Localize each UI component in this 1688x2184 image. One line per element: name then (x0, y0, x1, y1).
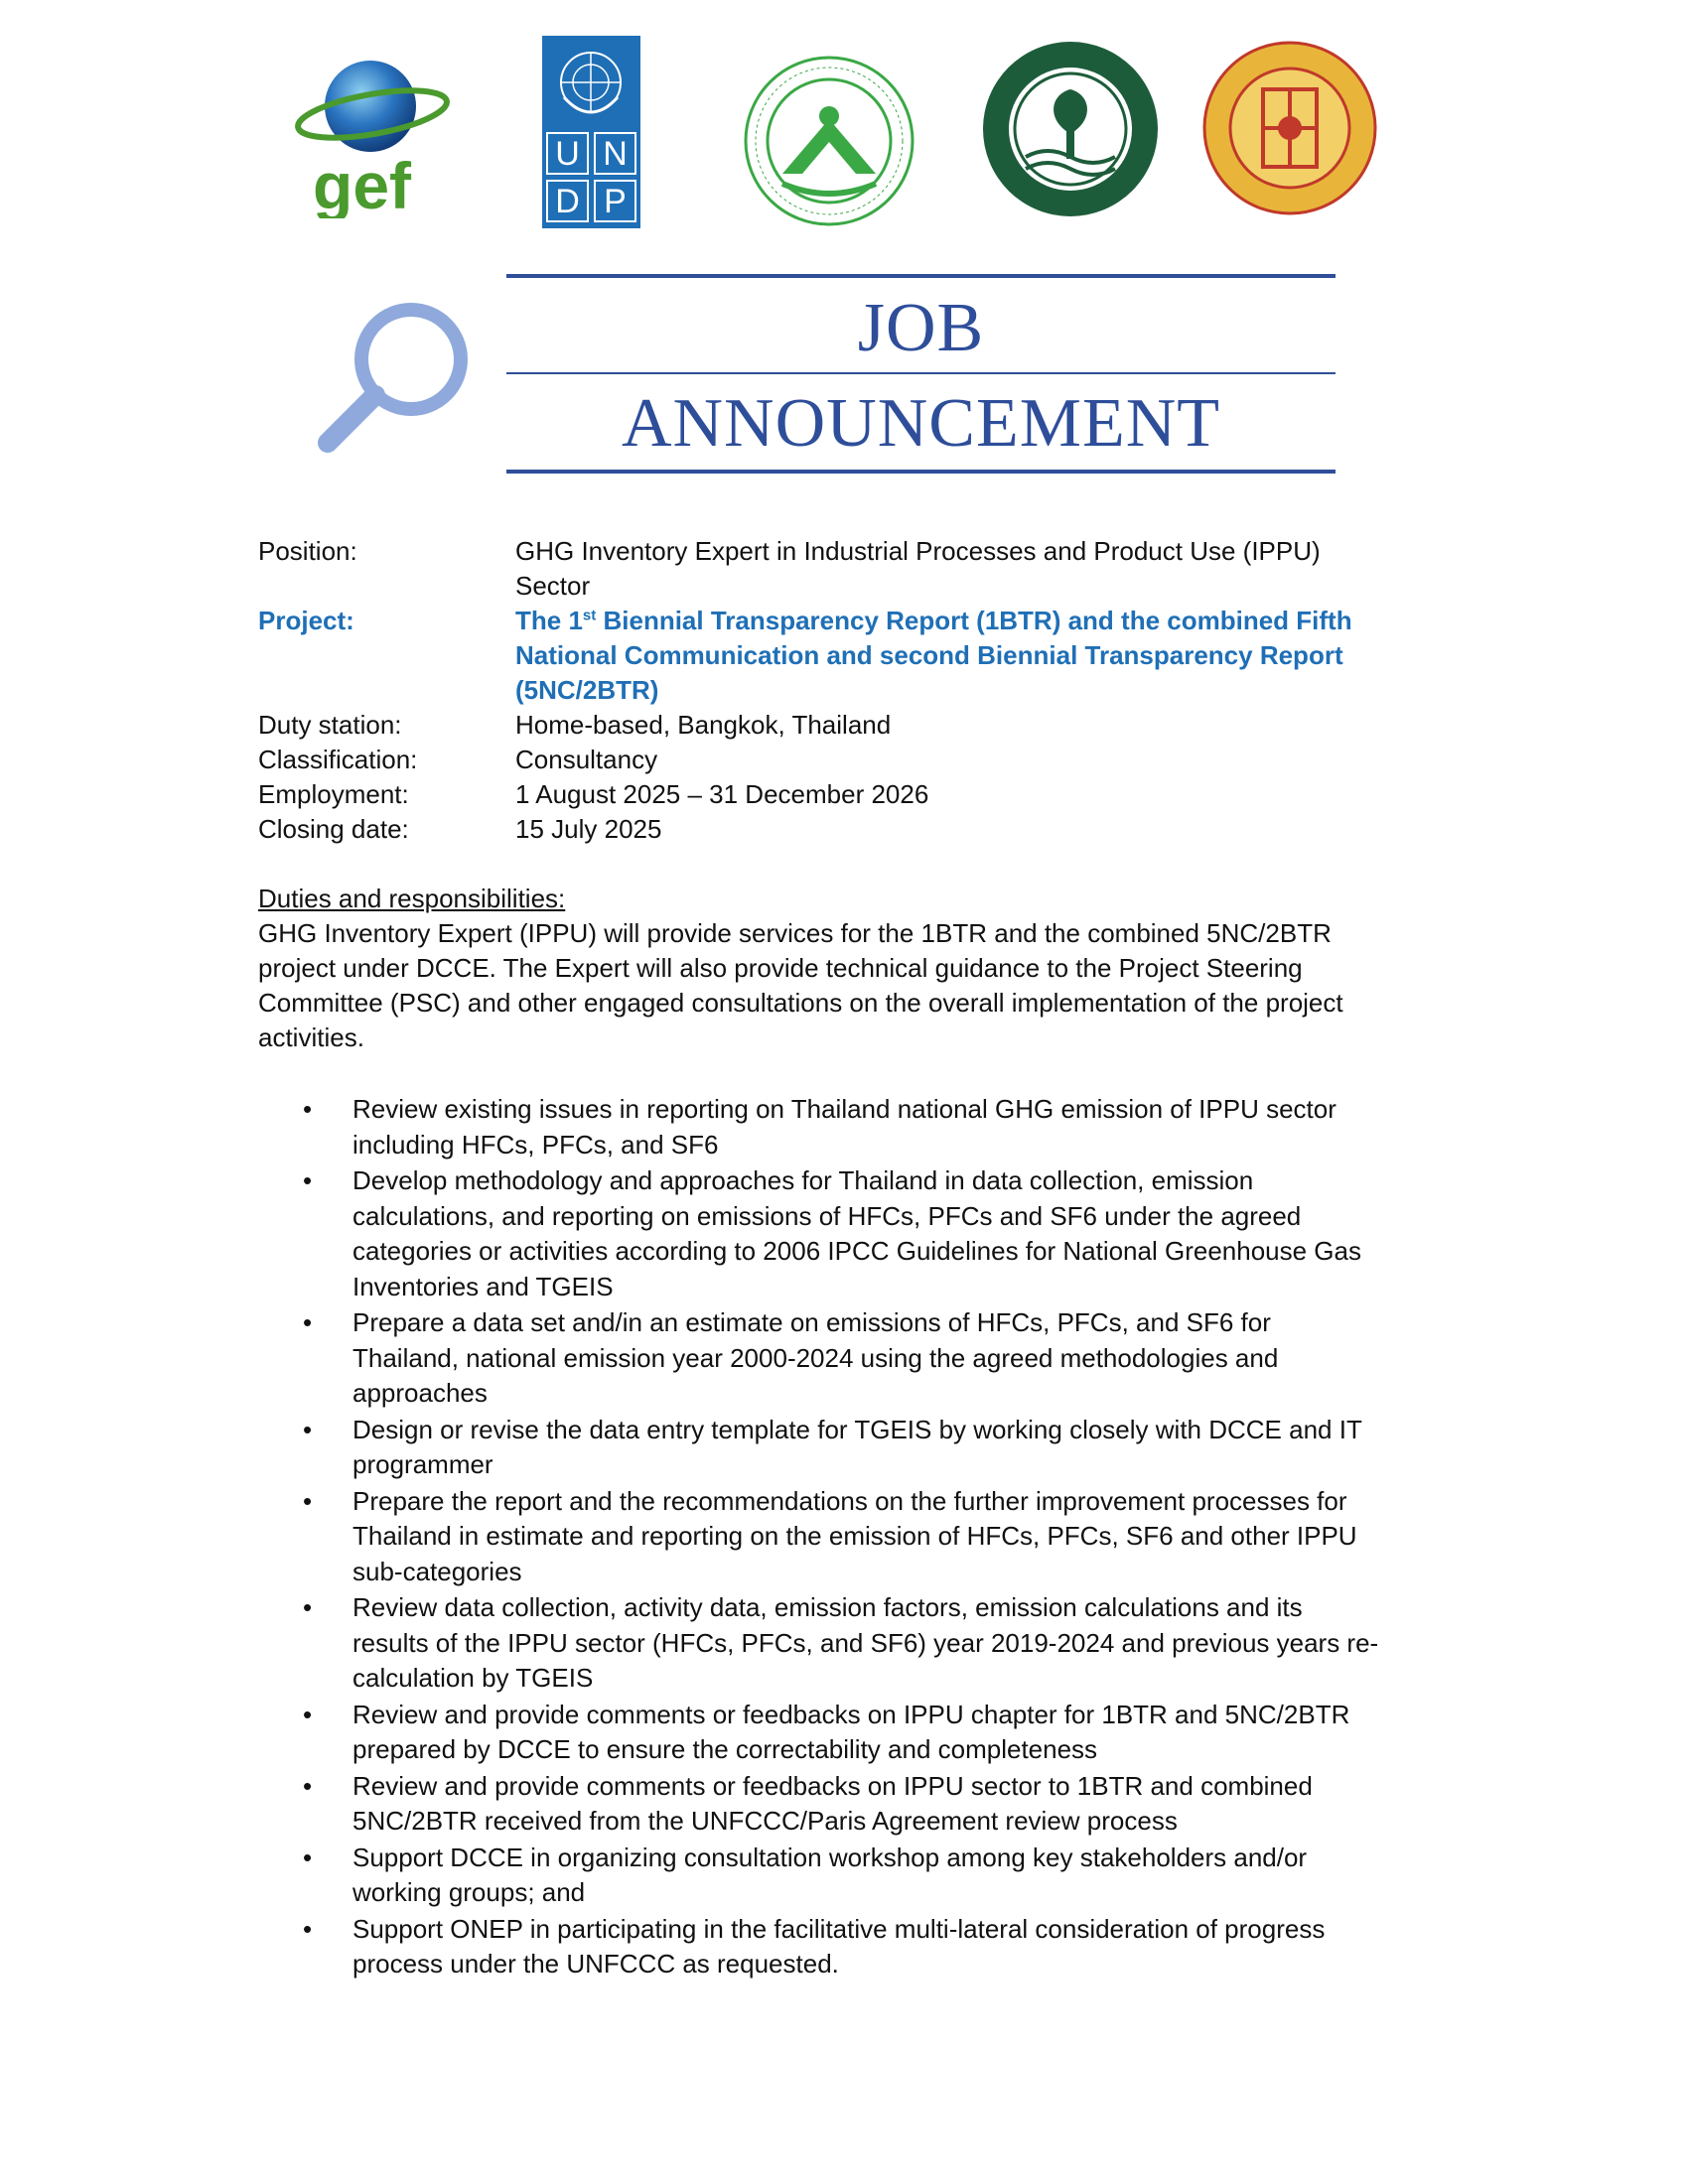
list-item-line: calculations, and reporting on emissions of HFCs, PFCs and SF6 under the agreed (352, 1200, 1302, 1231)
closing-date-label: Closing date: (258, 814, 409, 844)
list-item-line: Review data collection, activity data, emission factors, emission calculations and its (352, 1592, 1303, 1622)
list-item-line: Review and provide comments or feedbacks on IPPU chapter for 1BTR and 5NC/2BTR (352, 1699, 1350, 1729)
list-item-line: results of the IPPU sector (HFCs, PFCs, and SF6) year 2019-2024 and previous years re- (352, 1627, 1379, 1658)
list-item-line: Review existing issues in reporting on Thailand national GHG emission of IPPU sector (352, 1094, 1336, 1124)
project-label: Project: (258, 606, 354, 635)
list-item-line: categories or activities according to 2006 IPCC Guidelines for National Greenhouse Gas (352, 1236, 1361, 1266)
bullet-icon: • (303, 1094, 313, 1124)
list-item-line: calculation by TGEIS (352, 1663, 594, 1693)
bullet-icon: • (303, 1307, 313, 1337)
list-item-line: Design or revise the data entry template for TGEIS by working closely with DCCE and IT (352, 1414, 1362, 1444)
list-item (303, 1092, 1435, 1162)
duty-station-value: Home-based, Bangkok, Thailand (515, 710, 892, 740)
project-value-line3: (5NC/2BTR) (515, 675, 659, 705)
list-item (303, 1841, 1435, 1911)
banner-job-title: JOB (857, 290, 985, 366)
tgo-seal-logo (743, 55, 916, 228)
list-item (303, 1413, 1435, 1483)
undp-letter-d: D (546, 180, 589, 222)
position-label: Position: (258, 536, 357, 566)
bullet-icon: • (303, 1842, 313, 1872)
list-item (303, 1305, 1435, 1412)
dcce-seal-logo (981, 40, 1160, 218)
bullet-icon: • (303, 1699, 313, 1729)
list-item (303, 1698, 1435, 1768)
thammasat-university-seal-logo (1201, 40, 1378, 216)
project-value-post: Biennial Transparency Report (1BTR) and the combined Fifth (596, 606, 1352, 635)
list-item-line: sub-categories (352, 1556, 522, 1586)
bullet-icon: • (303, 1165, 313, 1195)
list-item-line: Develop methodology and approaches for Thailand in data collection, emission (352, 1165, 1254, 1195)
banner-bottom-rule (506, 470, 1336, 474)
list-item-line: process under the UNFCCC as requested. (352, 1949, 839, 1979)
undp-letter-n: N (594, 132, 636, 175)
duties-paragraph-line: project under DCCE. The Expert will also provide technical guidance to the Project Steering (258, 953, 1303, 983)
project-value-line1 (515, 604, 1409, 638)
bullet-icon: • (303, 1913, 313, 1944)
classification-value: Consultancy (515, 745, 658, 774)
employment-value: 1 August 2025 – 31 December 2026 (515, 779, 929, 809)
list-item (303, 1163, 1435, 1304)
list-item-line: working groups; and (352, 1877, 586, 1907)
undp-letter-p: P (594, 180, 636, 222)
list-item-line: programmer (352, 1449, 493, 1479)
bullet-icon: • (303, 1414, 313, 1444)
bullet-icon: • (303, 1485, 313, 1516)
undp-logo (542, 36, 640, 228)
list-item-line: Prepare a data set and/in an estimate on emissions of HFCs, PFCs, and SF6 for (352, 1307, 1271, 1337)
list-item-line: Support DCCE in organizing consultation workshop among key stakeholders and/or (352, 1842, 1308, 1872)
list-item-line: approaches (352, 1378, 488, 1408)
duties-heading: Duties and responsibilities: (258, 884, 566, 913)
list-item-line: Thailand, national emission year 2000-2024 using the agreed methodologies and (352, 1342, 1279, 1373)
classification-label: Classification: (258, 745, 418, 774)
project-value-pre: The 1 (515, 606, 583, 635)
list-item-line: 5NC/2BTR received from the UNFCCC/Paris Agreement review process (352, 1806, 1178, 1836)
duties-paragraph-line: Committee (PSC) and other engaged consultations on the overall implementation of the project (258, 988, 1343, 1018)
list-item-line: Review and provide comments or feedbacks on IPPU sector to 1BTR and combined (352, 1770, 1313, 1801)
list-item-line: Prepare the report and the recommendations on the further improvement processes for (352, 1485, 1347, 1516)
closing-date-value: 15 July 2025 (515, 814, 662, 844)
list-item-line: Thailand in estimate and reporting on the emission of HFCs, PFCs, SF6 and other IPPU (352, 1521, 1357, 1551)
duties-paragraph-line: activities. (258, 1023, 364, 1052)
bullet-icon: • (303, 1770, 313, 1801)
undp-letter-u: U (546, 132, 589, 175)
list-item (303, 1484, 1435, 1590)
list-item-line: Inventories and TGEIS (352, 1271, 614, 1301)
bullet-icon: • (303, 1592, 313, 1622)
duties-list (303, 1092, 1435, 1983)
duties-paragraph (258, 916, 1435, 1055)
banner-top-rule (506, 274, 1336, 278)
list-item (303, 1912, 1435, 1982)
list-item-line: Support ONEP in participating in the facilitative multi-lateral consideration of progress (352, 1913, 1326, 1944)
banner-announcement-title: ANNOUNCEMENT (621, 385, 1221, 462)
gef-logo (293, 55, 452, 218)
project-value-line2: National Communication and second Biennial Transparency Report (515, 640, 1343, 670)
position-value-line2: Sector (515, 571, 591, 601)
magnifier-icon (310, 298, 479, 467)
position-value-line1: GHG Inventory Expert in Industrial Processes and Product Use (IPPU) (515, 536, 1321, 566)
list-item-line: prepared by DCCE to ensure the correctability and completeness (352, 1734, 1098, 1764)
banner-middle-rule (506, 372, 1336, 374)
list-item (303, 1769, 1435, 1840)
employment-label: Employment: (258, 779, 409, 809)
duties-paragraph-line: GHG Inventory Expert (IPPU) will provide services for the 1BTR and the combined 5NC/2BTR (258, 918, 1332, 948)
duty-station-label: Duty station: (258, 710, 402, 740)
list-item-line: including HFCs, PFCs, and SF6 (352, 1129, 719, 1160)
list-item (303, 1590, 1435, 1697)
project-value-sup: st (582, 607, 597, 624)
gef-wordmark: gef (313, 149, 411, 218)
